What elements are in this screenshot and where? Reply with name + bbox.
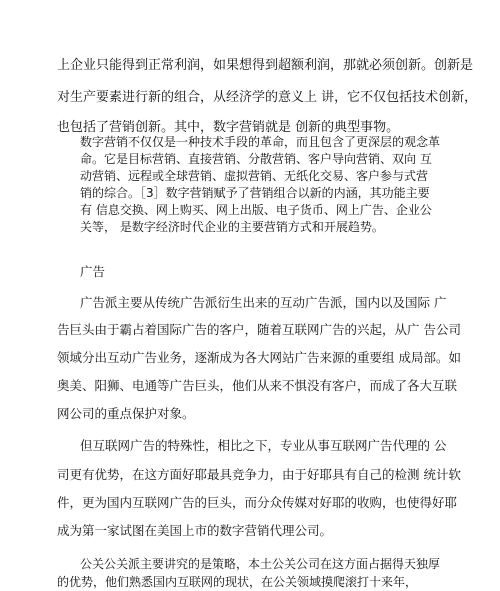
text-line: 奥美、阳狮、电通等广告巨头，他们从来不惧没有客户，而成了各大互联	[57, 378, 458, 393]
text-line: 件，更为国内互联网广告的巨头，而分众传媒对好耶的收购，也使得好耶	[57, 495, 458, 510]
text-line: 司更有优势，在这方面好耶最具竞争力，由于好耶具有自己的检测 统计软	[57, 467, 461, 482]
text-line: 动营销、远程或全球营销、虚拟营销、无纸化交易、客户参与式营	[80, 169, 429, 183]
text-line: 销的综合。［3］数字营销赋予了营销组合以新的内涵，其功能主要	[80, 186, 430, 200]
text-line: 上企业只能得到正常利润，如果想得到超额利润，那就必须创新。创新是	[57, 58, 474, 73]
text-line: 成为第一家试图在美国上市的数字营销代理公司。	[57, 523, 333, 538]
text-line: 命。它是目标营销、直接营销、分散营销、客户导向营销、双向 互	[80, 152, 432, 166]
section-heading: 广告	[80, 264, 106, 279]
text-line: 也包括了营销创新。其中，数字营销就是 创新的典型事物。	[57, 120, 400, 135]
text-line: 关等， 是数字经济时代企业的主要营销方式和开展趋势。	[80, 220, 384, 234]
text-line: 领域分出互动广告业务，逐渐成为各大网站广告来源的重要组 成局部。如	[57, 350, 461, 365]
text-line: 但互联网广告的特殊性，相比之下，专业从事互联网广告代理的 公	[80, 438, 447, 453]
text-line: 告巨头由于霸占着国际广告的客户，随着互联网广告的兴起，从广 告公司	[57, 322, 461, 337]
text-line: 有 信息交换、网上购买、网上出版、电子货币、网上广告、企业公	[80, 203, 432, 217]
text-line: 公关公关派主要讲究的是策略，本土公关公司在这方面占据得天独厚	[80, 557, 441, 571]
text-line: 广告派主要从传统广告派衍生出来的互动广告派，国内以及国际 广	[80, 295, 447, 310]
text-line: 数字营销不仅仅是一种技术手段的革命，而且包含了更深层的观念革	[80, 135, 441, 149]
text-line: 的优势，他们熟悉国内互联网的现状，在公关领域摸爬滚打十来年，	[57, 575, 418, 589]
text-line: 网公司的重点保护对象。	[57, 406, 195, 421]
text-line: 对生产要素进行新的组合，从经济学的意义上 讲，它不仅包括技术创新，	[57, 90, 478, 105]
